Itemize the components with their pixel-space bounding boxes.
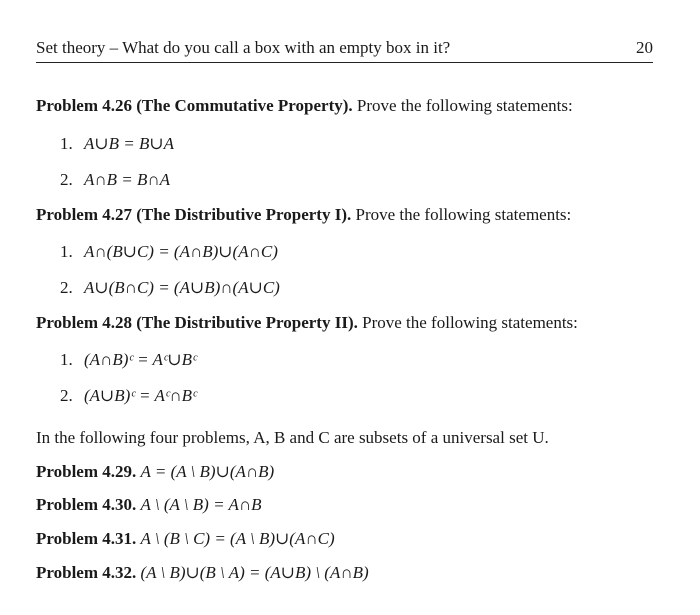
problem-text: Prove the following statements: (352, 96, 573, 115)
list-item (60, 170, 170, 190)
item-number: 1. (60, 350, 73, 369)
problem-label: Problem 4.28 (The Distributive Property II). (36, 313, 358, 332)
problem-label: Problem 4.30. (36, 495, 137, 514)
running-header (36, 38, 653, 63)
problem-4-27 (36, 205, 571, 225)
formula: (A \ B)∪(B \ A) = (A∪B) \ (A∩B) (140, 563, 369, 582)
formula: (A∪B)ᶜ = Aᶜ∩Bᶜ (84, 386, 197, 405)
problem-text: Prove the following statements: (351, 205, 572, 224)
problem-label: Problem 4.31. (36, 529, 137, 548)
formula: (A∩B)ᶜ = Aᶜ∪Bᶜ (84, 350, 197, 369)
list-item (60, 386, 196, 406)
problem-text: Prove the following statements: (357, 313, 578, 332)
problem-label: Problem 4.32. (36, 563, 137, 582)
item-number: 1. (60, 242, 73, 261)
chapter-title: Set theory – What do you call a box with an empty box in it? (36, 38, 451, 57)
list-item (60, 350, 196, 370)
formula: A \ (B \ C) = (A \ B)∪(A∩C) (140, 529, 335, 548)
problem-4-30 (36, 495, 262, 515)
item-number: 2. (60, 170, 73, 189)
problem-4-28 (36, 313, 578, 333)
problem-label: Problem 4.29. (36, 462, 137, 481)
list-item (60, 242, 278, 262)
intro-paragraph: In the following four problems, A, B and C are subsets of a universal set U. (36, 428, 549, 447)
formula: A∩B = B∩A (84, 170, 171, 189)
list-item (60, 134, 174, 154)
problem-4-31 (36, 529, 335, 549)
item-number: 2. (60, 278, 73, 297)
page-number: 20 (636, 38, 653, 57)
problem-label: Problem 4.27 (The Distributive Property I). (36, 205, 352, 224)
problem-label: Problem 4.26 (The Commutative Property). (36, 96, 353, 115)
problem-4-32 (36, 563, 369, 583)
problem-4-29 (36, 462, 274, 482)
problem-4-26 (36, 96, 573, 116)
formula: A∩(B∪C) = (A∩B)∪(A∩C) (84, 242, 278, 261)
item-number: 1. (60, 134, 73, 153)
formula: A∪(B∩C) = (A∪B)∩(A∪C) (84, 278, 280, 297)
formula: A∪B = B∪A (84, 134, 174, 153)
list-item (60, 278, 280, 298)
formula: A = (A \ B)∪(A∩B) (140, 462, 275, 481)
formula: A \ (A \ B) = A∩B (140, 495, 262, 514)
item-number: 2. (60, 386, 73, 405)
